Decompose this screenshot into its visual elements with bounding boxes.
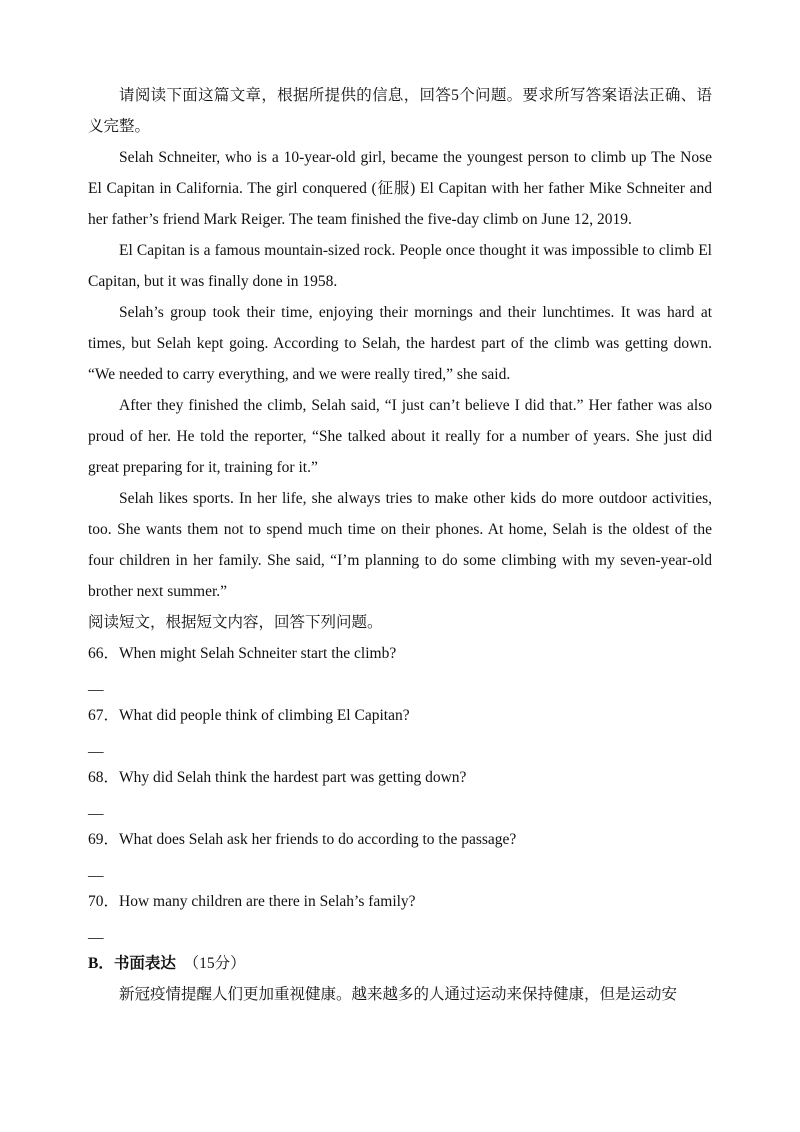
document-page: [88, 80, 712, 1010]
question-70: [88, 886, 712, 948]
passage-paragraph-3: Selah’s group took their time, enjoying their mornings and their lunchtimes. It was hard at times, but Selah kept going. According to Selah, the hardest part of the climb was getting down. “We needed to carry everything, and we were really tired,” she said.: [88, 304, 712, 383]
question-text: How many children are there in Selah’s family?: [119, 893, 416, 910]
question-text: What did people think of climbing El Capitan?: [119, 707, 410, 724]
question-text: What does Selah ask her friends to do according to the passage?: [119, 831, 517, 848]
section-b-intro: 新冠疫情提醒人们更加重视健康。越来越多的人通过运动来保持健康，但是运动安: [119, 986, 678, 1003]
section-b-label: B．书面表达: [88, 955, 176, 972]
passage-paragraph-2: El Capitan is a famous mountain-sized rock. People once thought it was impossible to climb El Capitan, but it was finally done in 1958.: [88, 242, 712, 290]
task-prompt: 阅读短文，根据短文内容，回答下列问题。: [88, 614, 383, 631]
question-number: 67．: [88, 707, 120, 724]
question-68: [88, 762, 712, 824]
section-b-heading: [88, 948, 712, 979]
answer-line[interactable]: __: [88, 738, 104, 755]
section-b-points: （15分）: [183, 955, 246, 972]
answer-line[interactable]: __: [88, 924, 104, 941]
passage-paragraph-1: Selah Schneiter, who is a 10-year-old girl, became the youngest person to climb up The Nose El Capitan in California. The girl conquered (征服) El Capitan with her father Mike Schneiter and her father’s friend Mark Reiger. The team finished the five-day climb on June 12, 2019.: [88, 149, 712, 228]
answer-line[interactable]: __: [88, 800, 104, 817]
question-69: [88, 824, 712, 886]
question-number: 69．: [88, 831, 120, 848]
question-number: 66．: [88, 645, 120, 662]
passage-paragraph-4: After they finished the climb, Selah said, “I just can’t believe I did that.” Her father was also proud of her. He told the reporter, “She talked about it really for a number of years. She just did great preparing for it, training for it.”: [88, 397, 712, 476]
question-text: When might Selah Schneiter start the climb?: [119, 645, 397, 662]
passage-paragraph-5: Selah likes sports. In her life, she always tries to make other kids do more outdoor activities, too. She wants them not to spend much time on their phones. At home, Selah is the oldest of the four children in her family. She said, “I’m planning to do some climbing with my seven-year-old brother next summer.”: [88, 490, 712, 600]
question-67: [88, 700, 712, 762]
instructions: 请阅读下面这篇文章，根据所提供的信息，回答5个问题。要求所写答案语法正确、语义完整。: [88, 87, 712, 135]
question-text: Why did Selah think the hardest part was getting down?: [119, 769, 467, 786]
question-number: 68．: [88, 769, 120, 786]
question-66: [88, 638, 712, 700]
question-number: 70．: [88, 893, 120, 910]
answer-line[interactable]: __: [88, 676, 104, 693]
answer-line[interactable]: __: [88, 862, 104, 879]
